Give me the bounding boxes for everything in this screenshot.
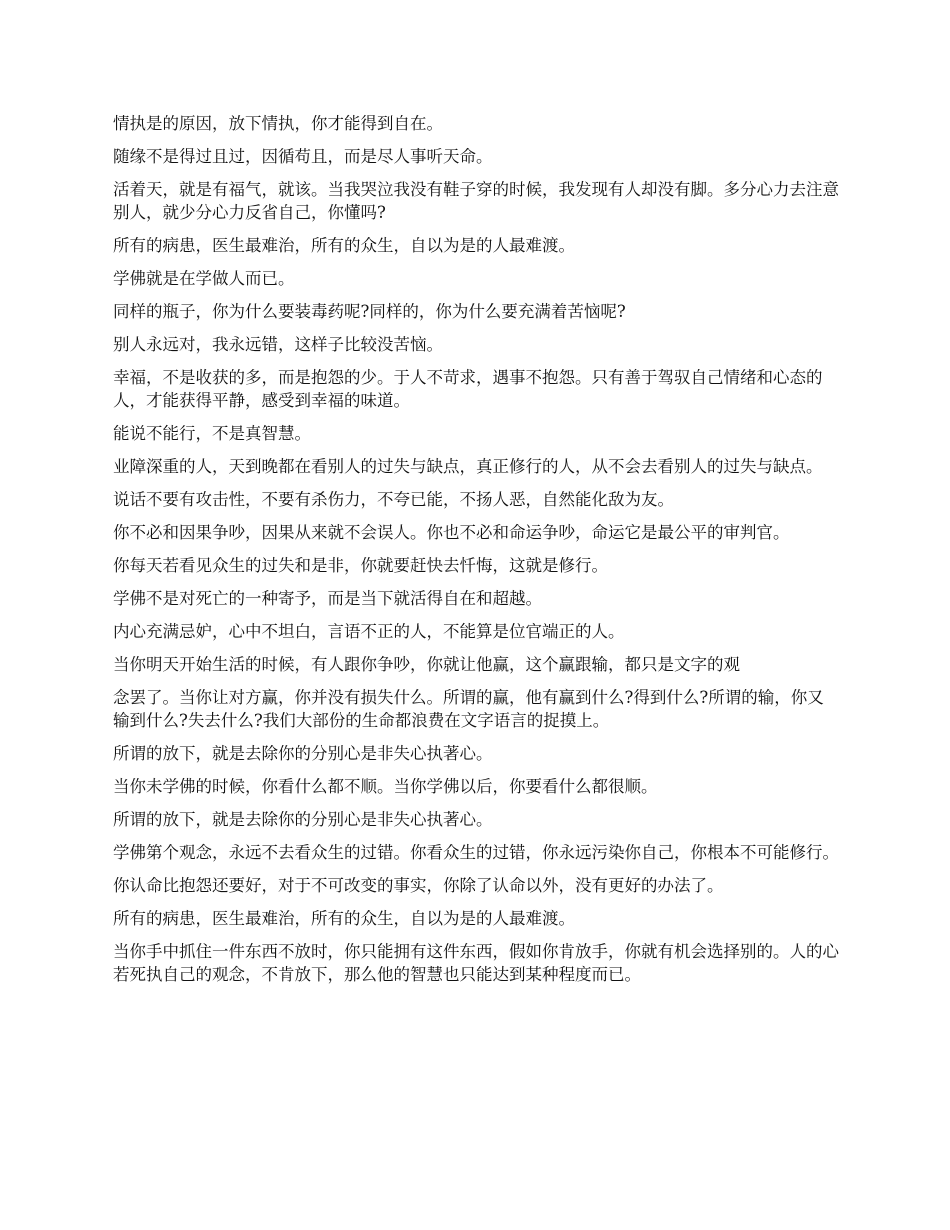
paragraph: 所谓的放下，就是去除你的分别心是非失心执著心。 (113, 744, 493, 763)
paragraph: 情执是的原因，放下情执，你才能得到自在。 (113, 114, 443, 133)
paragraph: 同样的瓶子，你为什么要装毒药呢?同样的，你为什么要充满着苦恼呢? (113, 302, 626, 321)
paragraph: 所有的病患，医生最难治，所有的众生，自以为是的人最难渡。 (113, 236, 575, 255)
paragraph: 活着天，就是有福气，就该。当我哭泣我没有鞋子穿的时候，我发现有人却没有脚。多分心力去注意别人，就少分心力反省自己，你懂吗? (113, 180, 839, 222)
paragraph: 念罢了。当你让对方赢，你并没有损失什么。所谓的赢，他有赢到什么?得到什么?所谓的输，你又输到什么?失去什么?我们大部份的生命都浪费在文字语言的捉摸上。 (113, 688, 824, 730)
paragraph: 幸福，不是收获的多，而是抱怨的少。于人不苛求，遇事不抱怨。只有善于驾驭自己情绪和心态的人，才能获得平静，感受到幸福的味道。 (113, 368, 823, 410)
paragraph: 你认命比抱怨还要好，对于不可改变的事实，你除了认命以外，没有更好的办法了。 (113, 876, 724, 895)
paragraph: 说话不要有攻击性，不要有杀伤力，不夸已能，不扬人恶，自然能化敌为友。 (113, 490, 674, 509)
paragraph: 当你未学佛的时候，你看什么都不顺。当你学佛以后，你要看什么都很顺。 (113, 777, 658, 796)
paragraph: 能说不能行，不是真智慧。 (113, 424, 311, 443)
paragraph: 学佛不是对死亡的一种寄予，而是当下就活得自在和超越。 (113, 589, 542, 608)
paragraph: 业障深重的人，天到晚都在看别人的过失与缺点，真正修行的人，从不会去看别人的过失与缺点。 (113, 457, 823, 476)
paragraph: 所有的病患，医生最难治，所有的众生，自以为是的人最难渡。 (113, 909, 575, 928)
paragraph: 内心充满忌妒，心中不坦白，言语不正的人，不能算是位官端正的人。 (113, 622, 625, 641)
paragraph: 随缘不是得过且过，因循苟且，而是尽人事听天命。 (113, 147, 493, 166)
paragraph: 别人永远对，我永远错，这样子比较没苦恼。 (113, 335, 443, 354)
paragraph: 你每天若看见众生的过失和是非，你就要赶快去忏悔，这就是修行。 (113, 556, 608, 575)
document-body (113, 112, 840, 996)
paragraph: 当你明天开始生活的时候，有人跟你争吵，你就让他赢，这个赢跟输，都只是文字的观 (113, 655, 740, 674)
paragraph: 你不必和因果争吵，因果从来就不会误人。你也不必和命运争吵，命运它是最公平的审判官。 (113, 523, 790, 542)
paragraph: 当你手中抓住一件东西不放时，你只能拥有这件东西，假如你肯放手，你就有机会选择别的。人的心若死执自己的观念，不肯放下，那么他的智慧也只能达到某种程度而已。 (113, 942, 839, 984)
paragraph: 所谓的放下，就是去除你的分别心是非失心执著心。 (113, 810, 493, 829)
paragraph: 学佛第个观念，永远不去看众生的过错。你看众生的过错，你永远污染你自己，你根本不可能修行。 (113, 843, 839, 862)
paragraph: 学佛就是在学做人而已。 (113, 269, 295, 288)
